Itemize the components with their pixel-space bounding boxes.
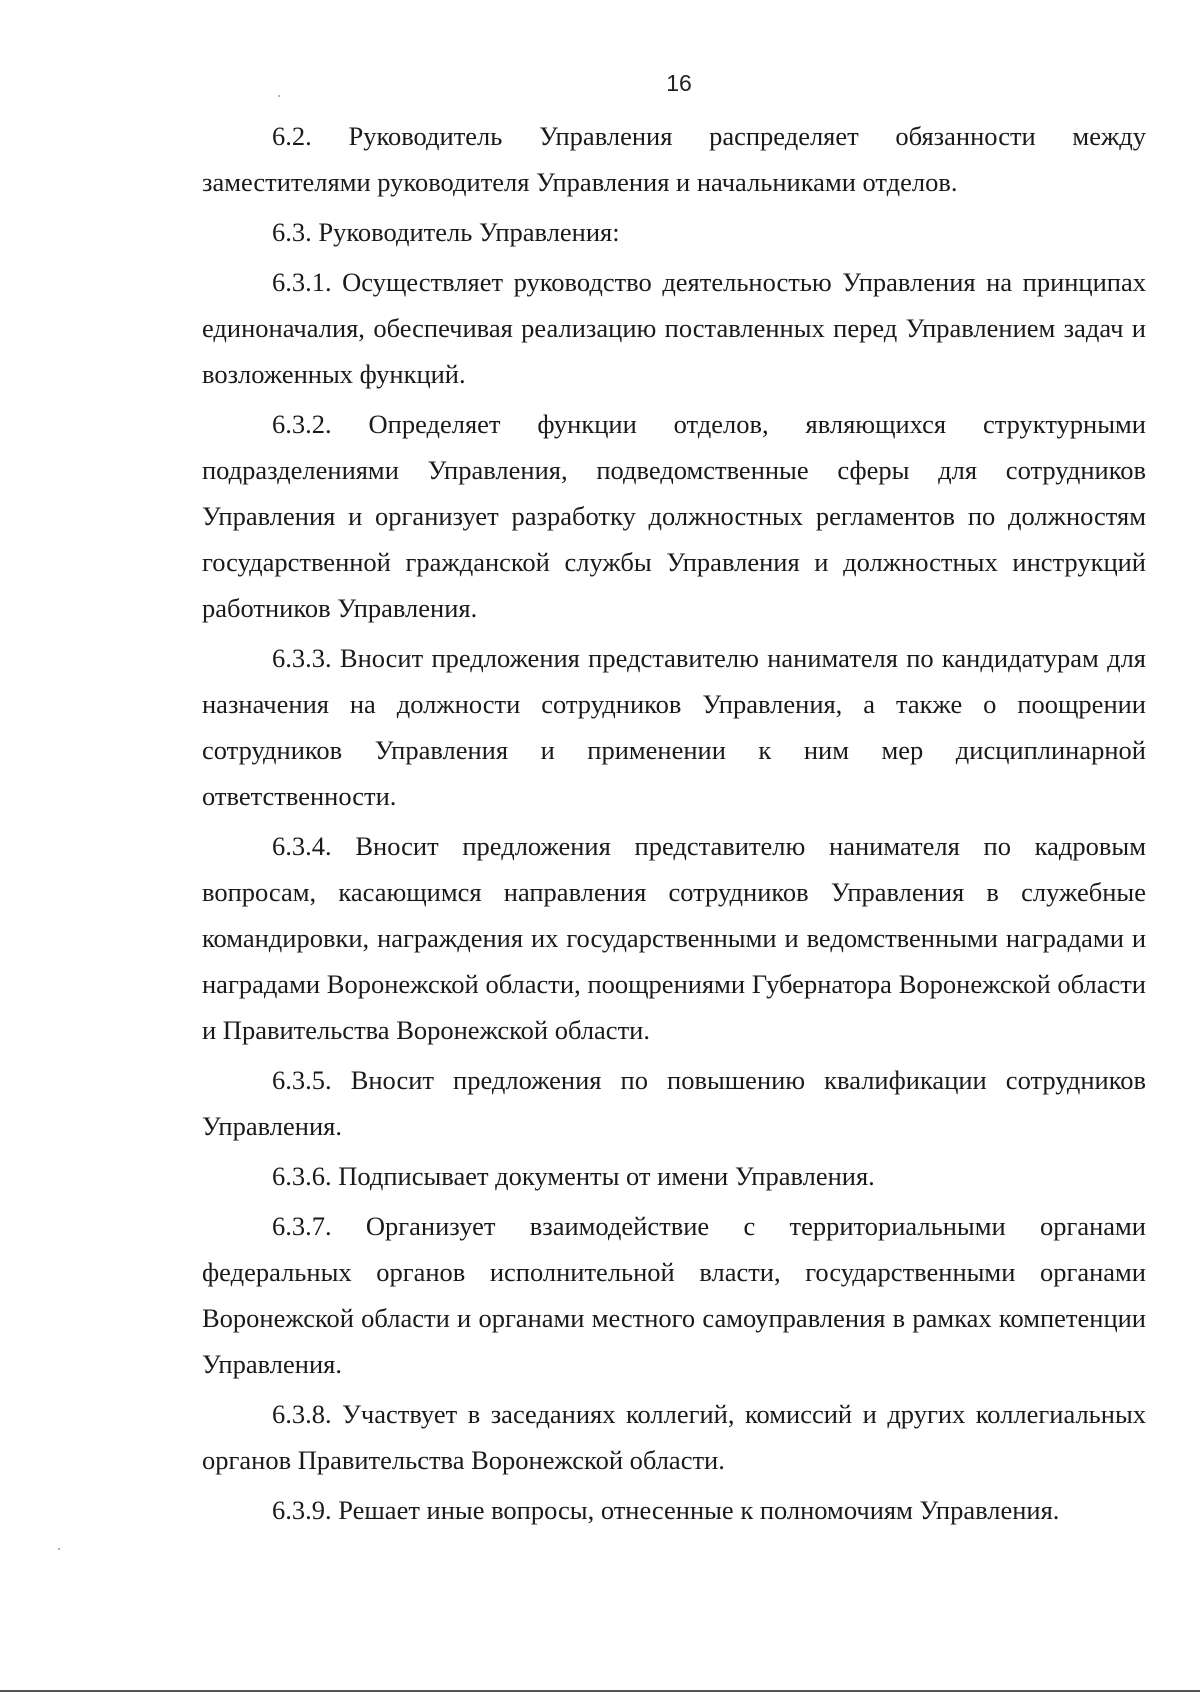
paragraph-6-3-4: 6.3.4. Вносит предложения представителю нанимателя по кадровым вопросам, касающимся направления сотрудников Управления в служебные командировки, награждения их государственными и ведомственными наградами и наградами Воронежской области, поощрениями Губернатора Воронежской области и Правительства Воронежской области. [202,831,1146,1045]
paragraph-6-3: 6.3. Руководитель Управления: [272,217,620,247]
paragraph-6-2: 6.2. Руководитель Управления распределяет обязанности между заместителями руководителя Управления и начальниками отделов. [202,121,1146,197]
paragraph-6-3-9: 6.3.9. Решает иные вопросы, отнесенные к полномочиям Управления. [272,1495,1060,1525]
scan-speck [58,1548,60,1550]
paragraph-6-3-6: 6.3.6. Подписывает документы от имени Управления. [272,1161,875,1191]
scan-speck [278,95,280,97]
document-body [202,113,1146,1537]
paragraph-6-3-1: 6.3.1. Осуществляет руководство деятельностью Управления на принципах единоначалия, обеспечивая реализацию поставленных перед Управлением задач и возложенных функций. [202,267,1146,389]
paragraph-6-3-7: 6.3.7. Организует взаимодействие с территориальными органами федеральных органов исполнительной власти, государственными органами Воронежской области и органами местного самоуправления в рамках компетенции Управления. [202,1211,1146,1379]
paragraph-6-3-3: 6.3.3. Вносит предложения представителю нанимателя по кандидатурам для назначения на должности сотрудников Управления, а также о поощрении сотрудников Управления и применении к ним мер дисциплинарной ответственности. [202,643,1146,811]
page-number: 16 [666,70,692,96]
paragraph-6-3-2: 6.3.2. Определяет функции отделов, являющихся структурными подразделениями Управления, подведомственные сферы для сотрудников Управления и организует разработку должностных регламентов по должностям государственной гражданской службы Управления и должностных инструкций работников Управления. [202,409,1146,623]
scan-bottom-edge [0,1690,1200,1692]
paragraph-6-3-5: 6.3.5. Вносит предложения по повышению квалификации сотрудников Управления. [202,1065,1146,1141]
paragraph-6-3-8: 6.3.8. Участвует в заседаниях коллегий, комиссий и других коллегиальных органов Правительства Воронежской области. [202,1399,1146,1475]
